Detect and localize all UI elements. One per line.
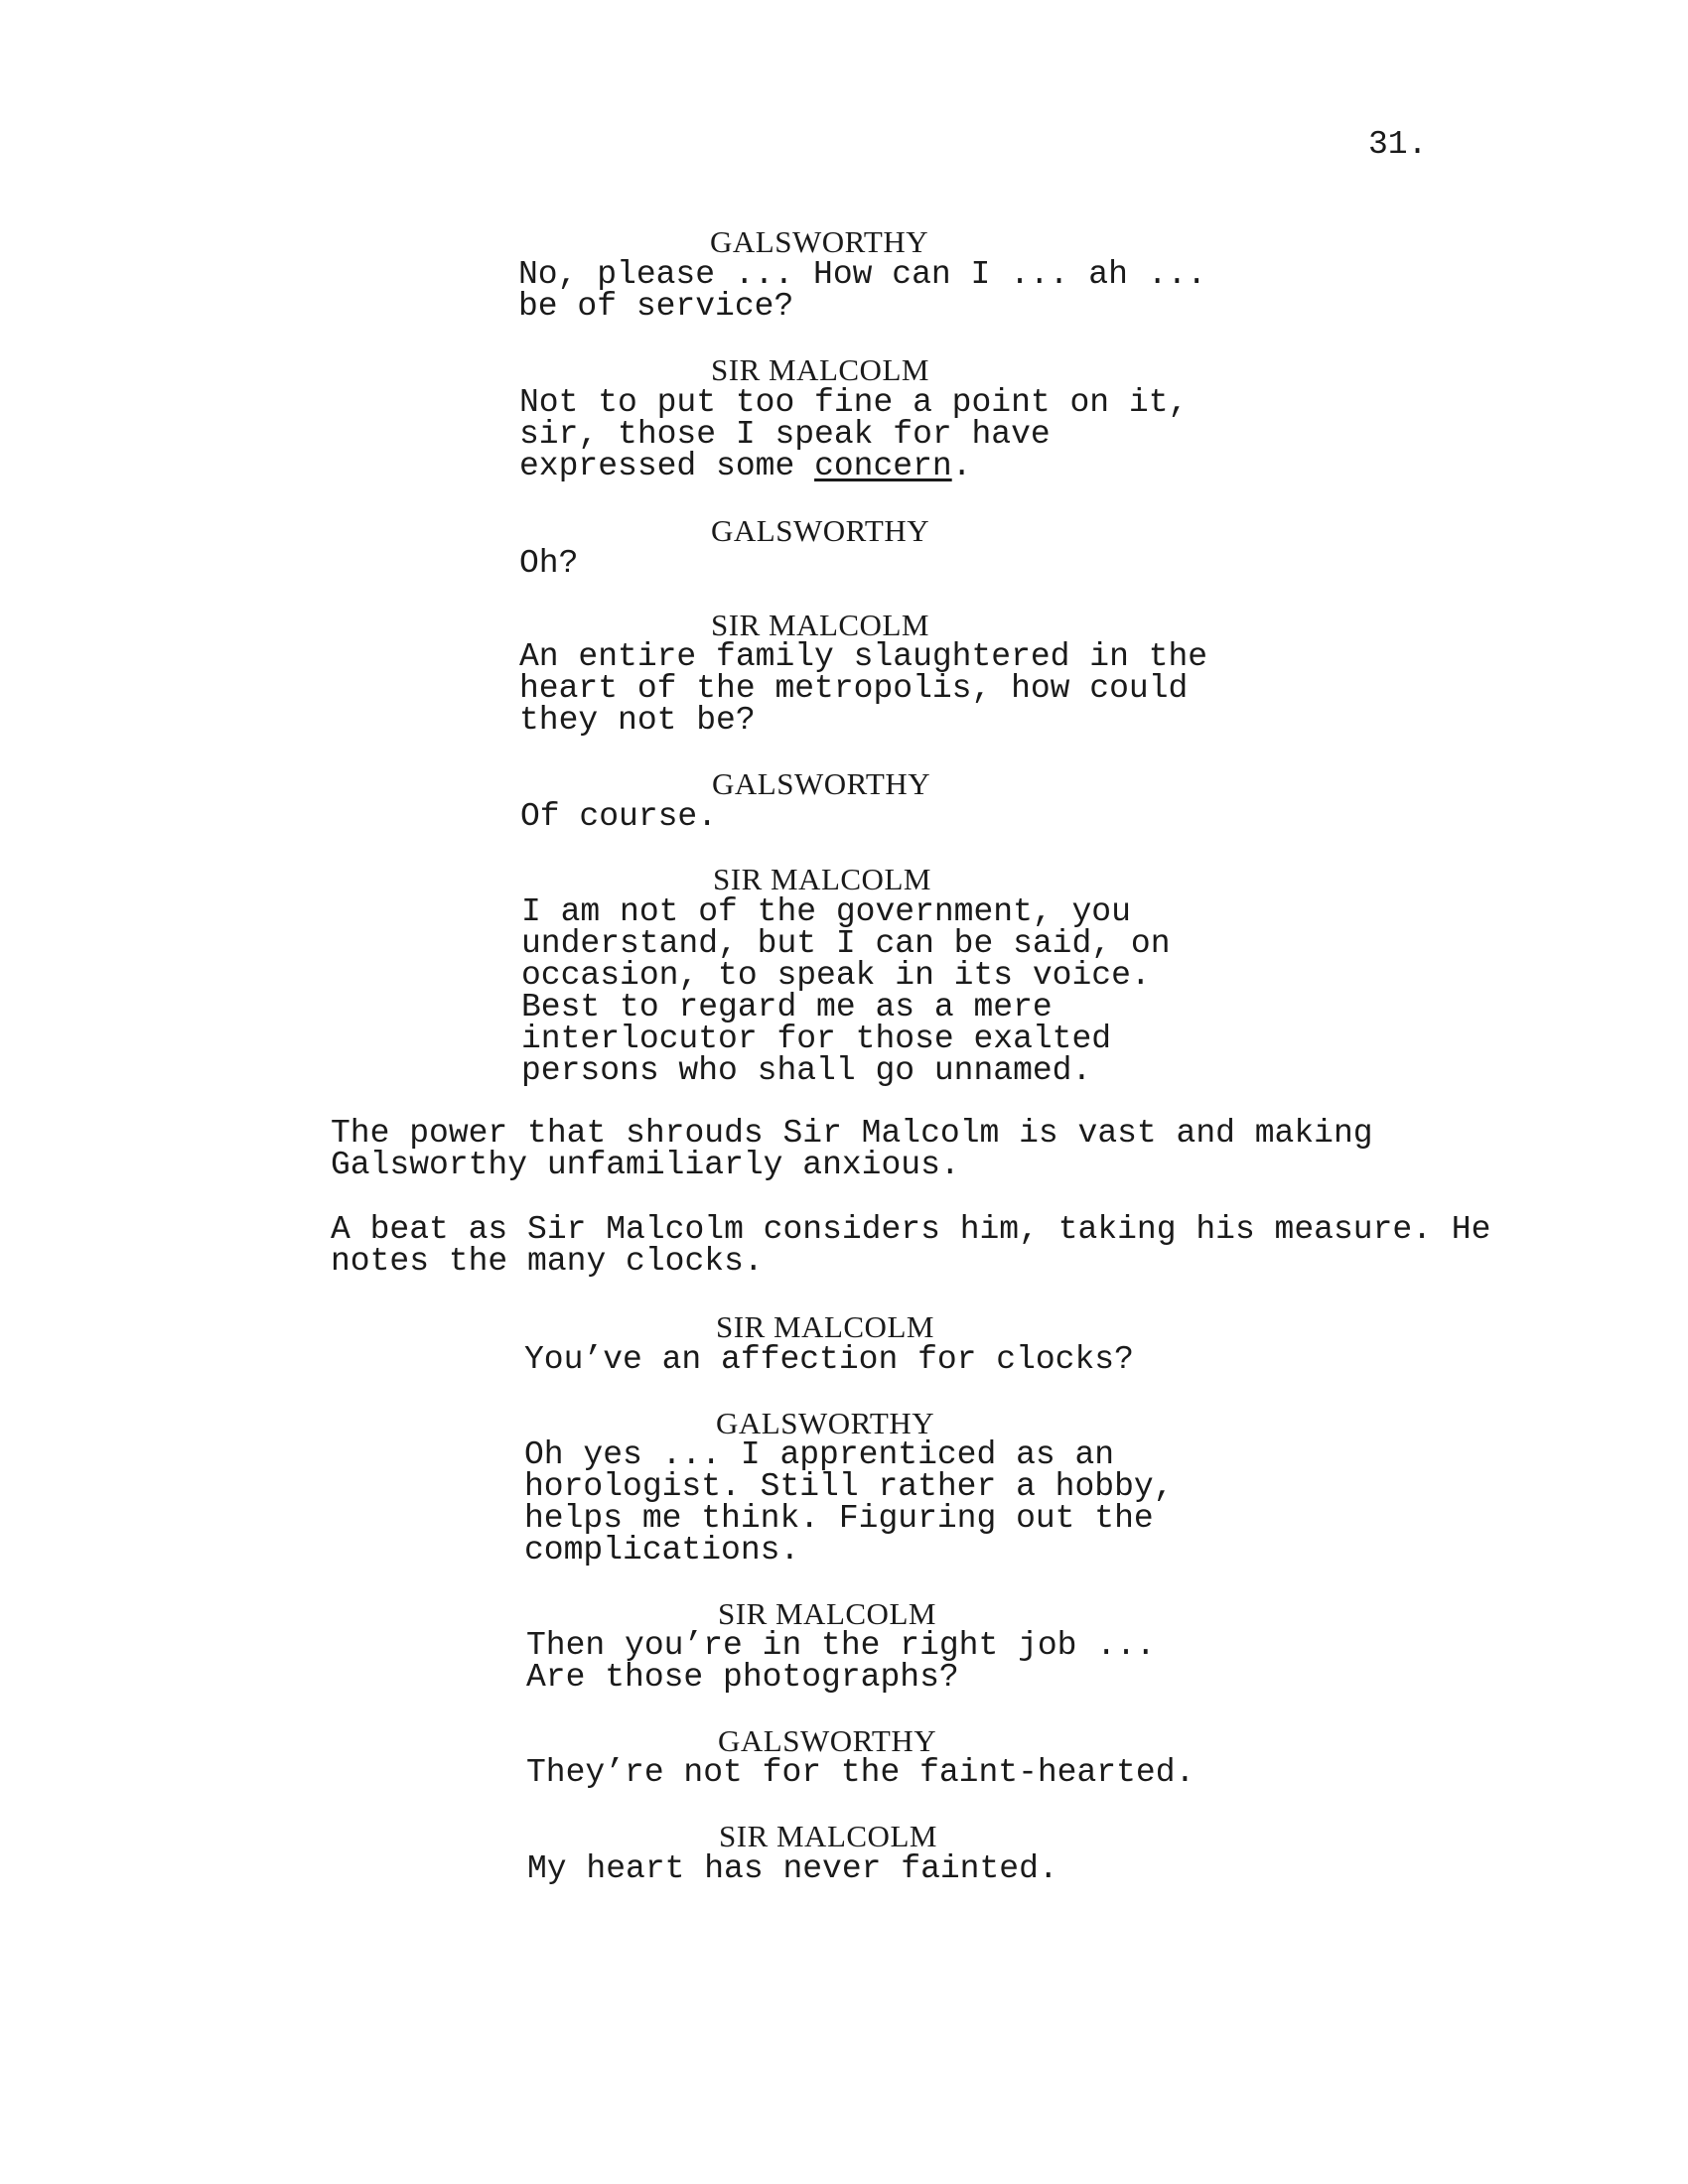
- dialogue-line: Are those photographs?: [526, 1659, 959, 1696]
- dialogue-line: interlocutor for those exalted: [521, 1021, 1112, 1057]
- dialogue-text: [526, 1754, 1221, 1791]
- action-block: [331, 1115, 1473, 1183]
- dialogue-line: Not to put too fine a point on it,: [519, 384, 1189, 421]
- dialogue-line: horologist. Still rather a hobby,: [524, 1468, 1174, 1505]
- character-name: GALSWORTHY: [716, 1406, 935, 1440]
- action-line: Galsworthy unfamiliarly anxious.: [331, 1147, 960, 1183]
- dialogue-line: Best to regard me as a mere: [521, 989, 1053, 1025]
- character-name: SIR MALCOLM: [711, 608, 929, 642]
- character-name: GALSWORTHY: [718, 1723, 937, 1758]
- dialogue-line: You’ve an affection for clocks?: [524, 1341, 1134, 1378]
- dialogue-text: [521, 893, 1216, 1089]
- dialogue-text: [527, 1850, 1222, 1887]
- dialogue-line-start: expressed some: [519, 448, 815, 484]
- character-name: SIR MALCOLM: [718, 1596, 936, 1631]
- dialogue-line: My heart has never fainted.: [527, 1850, 1058, 1887]
- dialogue-line: [519, 448, 1214, 484]
- dialogue-line: heart of the metropolis, how could: [519, 670, 1189, 707]
- dialogue-text: [526, 1627, 1221, 1696]
- dialogue-line: An entire family slaughtered in the: [519, 638, 1208, 675]
- action-line: The power that shrouds Sir Malcolm is vast and making: [331, 1115, 1373, 1152]
- dialogue-line: helps me think. Figuring out the: [524, 1500, 1154, 1537]
- page-number: 31.: [1368, 126, 1428, 163]
- action-block: [331, 1211, 1491, 1280]
- dialogue-line-end: .: [951, 448, 972, 484]
- underlined-word: concern: [814, 448, 952, 484]
- dialogue-line: occasion, to speak in its voice.: [521, 957, 1151, 994]
- dialogue-text: [518, 256, 1213, 325]
- action-line: A beat as Sir Malcolm considers him, taking his measure. He: [331, 1211, 1491, 1248]
- character-name: SIR MALCOLM: [711, 352, 929, 387]
- dialogue-text: [519, 384, 1214, 484]
- dialogue-line: be of service?: [518, 288, 794, 325]
- dialogue-line: sir, those I speak for have: [519, 416, 1051, 453]
- character-name: GALSWORTHY: [711, 513, 930, 548]
- dialogue-line: they not be?: [519, 702, 756, 739]
- dialogue-line: Of course.: [520, 798, 718, 835]
- dialogue-line: No, please ... How can I ... ah ...: [518, 256, 1207, 293]
- dialogue-line: Oh?: [519, 545, 579, 582]
- dialogue-line: I am not of the government, you: [521, 893, 1131, 930]
- dialogue-line: Then you’re in the right job ...: [526, 1627, 1156, 1664]
- character-name: SIR MALCOLM: [713, 862, 931, 896]
- dialogue-text: [524, 1341, 1219, 1378]
- character-name: GALSWORTHY: [710, 224, 929, 259]
- dialogue-line: complications.: [524, 1532, 800, 1569]
- dialogue-text: [520, 798, 1215, 835]
- dialogue-text: [519, 638, 1214, 739]
- dialogue-line: persons who shall go unnamed.: [521, 1052, 1092, 1089]
- dialogue-text: [519, 545, 1214, 582]
- dialogue-line: Oh yes ... I apprenticed as an: [524, 1436, 1115, 1473]
- character-name: GALSWORTHY: [712, 766, 931, 801]
- character-name: SIR MALCOLM: [719, 1819, 937, 1853]
- dialogue-line: They’re not for the faint-hearted.: [526, 1754, 1196, 1791]
- dialogue-line: understand, but I can be said, on: [521, 925, 1171, 962]
- dialogue-text: [524, 1436, 1219, 1569]
- character-name: SIR MALCOLM: [716, 1309, 934, 1344]
- action-line: notes the many clocks.: [331, 1243, 764, 1280]
